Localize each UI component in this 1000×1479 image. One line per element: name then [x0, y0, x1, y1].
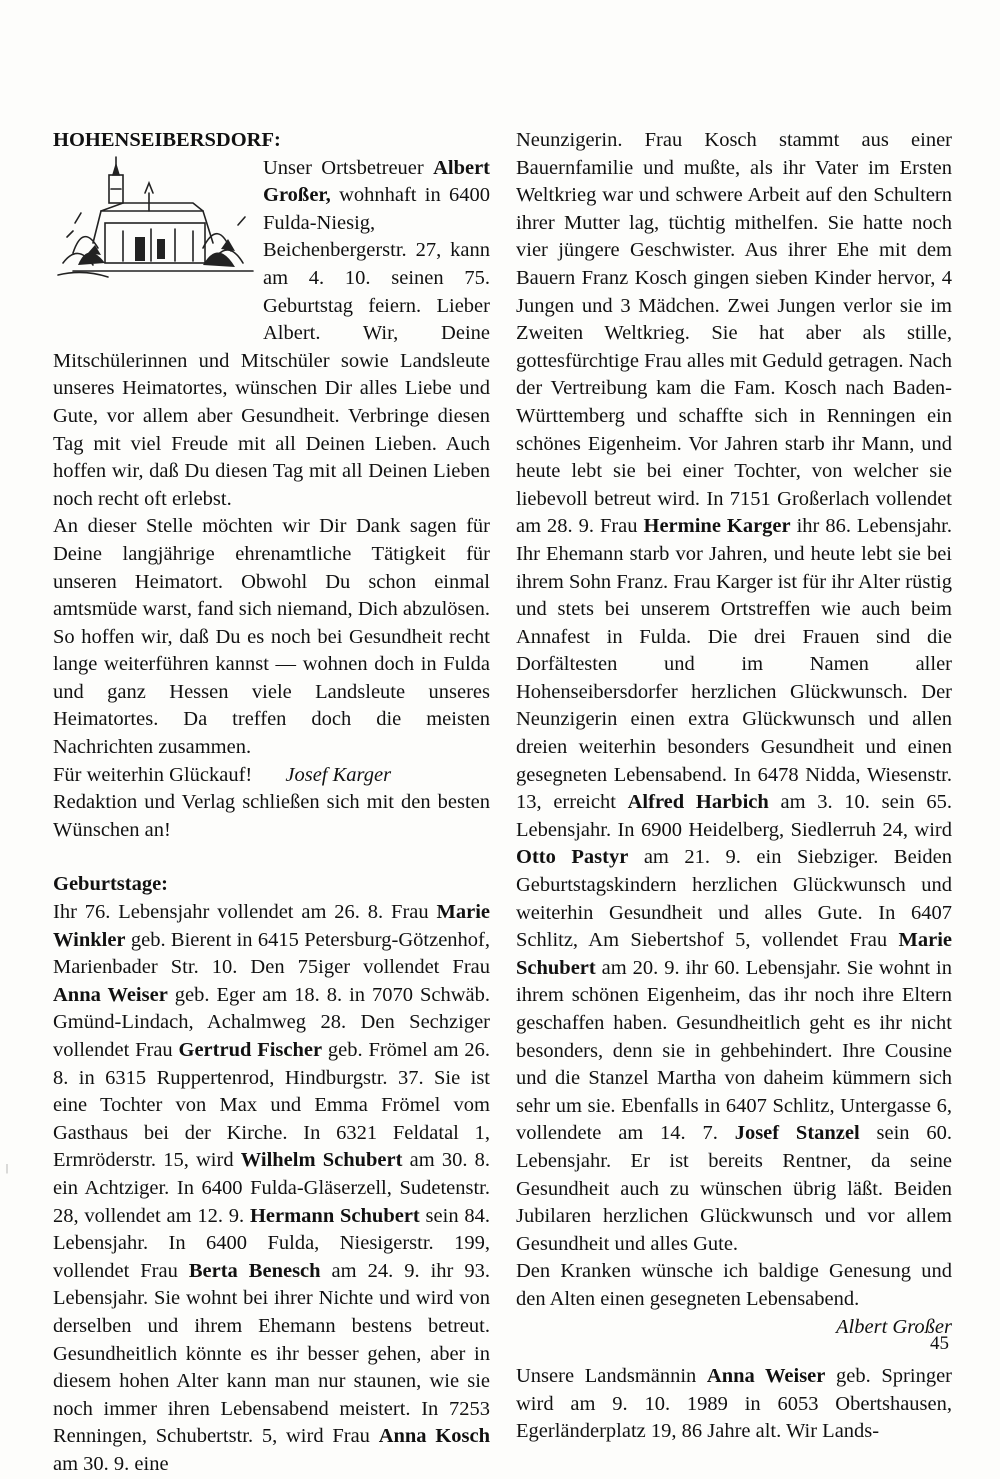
- text-run: am 30. 9. eine: [53, 1452, 169, 1475]
- text-run: wohnhaft in 6400 Fulda-Niesig, Beichenbergerstr. 27, kann am 4. 10. seinen 75. Geburtstag feiern. Lieber Albert. Wir, Deine Mitschülerinnen und Mitschüler sowie Landsleute unseres Heimatortes, wünschen Dir alles Liebe und Gute, vor allem aber Gesundheit. Verbringe diesen Tag mit viel Freude mit all Deinen Lieben. Auch hoffen wir, daß Du diesen Tag mit all Deinen Lieben noch recht oft erlebst.: [53, 184, 490, 510]
- person-name: Hermine Karger: [643, 515, 791, 538]
- gluckauf-line: [53, 762, 490, 790]
- person-name: Gertrud Fischer: [178, 1039, 323, 1061]
- text-run: sein 60. Lebensjahr. Er ist bereits Rentner, da seine Gesundheit auch zu wünschen übrig läßt. Beiden Jubilaren herzlichen Glückwunsch und vor allem Gesundheit und alles Gute.: [516, 1122, 952, 1255]
- page-number: 45: [930, 1333, 949, 1354]
- person-name: Hermann Schubert: [249, 1204, 420, 1227]
- text-run: geb. Eger am 18. 8. in 7070 Schwäb. Gmünd-Lindach, Achalmweg 28. Den Sechziger vollendet Frau: [53, 983, 490, 1061]
- village-church-illustration: [53, 153, 263, 343]
- section-heading: HOHENSEIBERSDORF:: [53, 129, 281, 151]
- text-run: am 24. 9. ihr 93. Lebensjahr. Sie wohnt bei ihrer Nichte und wird von derselben und ihrem Ehemann bestens betreut. Gesundheitlich könnte es ihr besser gehen, aber in diesem hohen Alter kann man nur staunen, wie sie noch immer ihren Lebensabend meistert. In 7253 Renningen, Schubertstr. 5, wird Frau: [53, 1259, 490, 1448]
- text-run: sein 84. Lebensjahr. In 6400 Fulda, Niesigerstr. 199, vollendet Frau: [53, 1204, 490, 1282]
- person-name: Otto Pastyr: [516, 846, 629, 869]
- person-name: Albert Großer,: [263, 156, 490, 207]
- text-run: geb. Frömel am 26. 8. in 6315 Ruppertenrod, Hindburgstr. 37. Sie ist eine Tochter von Max und Emma Frömel vom Gasthaus bei der Kirche. In 6321 Feldatal 1, Ermröderstr. 15, wird: [53, 1039, 490, 1172]
- left-column: [53, 127, 490, 1479]
- weiser-paragraph: [516, 1363, 952, 1446]
- text-run: Unser Ortsbetreuer: [263, 156, 434, 179]
- signature-josef-karger: Josef Karger: [285, 763, 392, 786]
- right-column: [516, 127, 952, 1446]
- text-run: geb. Springer wird am 9. 10. 1989 in 6053 Obertshausen, Egerländerplatz 19, 86 Jahre alt. Wir Lands-: [516, 1365, 952, 1443]
- person-name: Anna Weiser: [706, 1365, 826, 1388]
- text-run: am 20. 9. ihr 60. Lebensjahr. Sie wohnt in ihrem schönen Eigenheim, das ihr noch ihre Eltern geschaffen haben. Gesundheitlich geht es ihr nicht besonders, denn sie in gehbehindert. Ihre Cousine und die Stanzel Martha von daheim kümmern sich sehr um sie. Ebenfalls in 6407 Schlitz, Untergasse 6, vollendete am 14. 7.: [516, 956, 952, 1145]
- person-name: Wilhelm Schubert: [240, 1149, 403, 1172]
- kosch-paragraph: [516, 127, 952, 1258]
- person-name: Marie Schubert: [516, 929, 952, 979]
- person-name: Berta Benesch: [188, 1259, 321, 1282]
- gluckauf-text: Für weiterhin Glückauf!: [53, 763, 253, 786]
- text-run: ihr 86. Lebensjahr. Ihr Ehemann starb vor Jahren, und heute lebt sie bei ihrem Sohn Franz. Frau Karger ist für ihr Alter rüstig und stets bei unserem Ortstreffen wie auch beim Annafest in Fulda. Die drei Frauen sind die Dorfältesten und im Namen aller Hohenseibersdorfer herzlichen Glückwunsch. Der Neunzigerin einen extra Glückwunsch und allen dreien weiterhin besonders Gesundheit und einen gesegneten Lebensabend. In 6478 Nidda, Wiesenstr. 13, erreicht: [516, 515, 952, 814]
- editorial-wishes: Redaktion und Verlag schließen sich mit den besten Wünschen an!: [53, 791, 490, 841]
- signature-albert-grosser: Albert Großer: [836, 1315, 952, 1338]
- birthdays-paragraph: [53, 899, 490, 1478]
- person-name: Marie Winkler: [53, 901, 490, 951]
- person-name: Anna Weiser: [53, 983, 168, 1006]
- margin-mark: |: [6, 1163, 9, 1174]
- text-run: geb. Bierent in 6415 Petersburg-Götzenhof, Marienbader Str. 10. Den 75iger vollendet Frau: [53, 928, 490, 979]
- text-run: Ihr 76. Lebensjahr vollendet am 26. 8. Frau: [53, 901, 437, 924]
- text-run: am 30. 8. ein Achtziger. In 6400 Fulda-Gläserzell, Sudetenstr. 28, vollendet am 12. 9.: [53, 1149, 490, 1227]
- village-church-drawing: [53, 153, 263, 323]
- text-run: Neunzigerin. Frau Kosch stammt aus einer Bauernfamilie und mußte, als ihr Vater im Ersten Weltkrieg war und schwere Arbeit auf den Schultern ihrer Mutter lag, tüchtig mithelfen. Sie hatte noch vier jüngere Geschwister. Aus ihrer Ehe mit dem Bauern Franz Kosch gingen sieben Kinder hervor, 4 Jungen und 3 Mädchen. Zwei Jungen verlor sie im Zweiten Weltkrieg. Sie hat aber als stille, gottesfürchtige Frau alles mit Geduld getragen. Nach der Vertreibung kam die Fam. Kosch nach Baden-Württemberg und schaffte sich in Renningen ein schönes Eigenheim. Vor Jahren starb ihr Mann, und heute lebt sie bei einer Tochter, von welcher sie liebevoll betreut wird. In 7151 Großerlach vollendet am 28. 9. Frau: [516, 129, 952, 538]
- person-name: Anna Kosch: [378, 1425, 491, 1448]
- birthdays-heading: Geburtstage:: [53, 873, 169, 896]
- closing-wishes: Den Kranken wünsche ich baldige Genesung und den Alten einen gesegneten Lebensabend.: [516, 1260, 952, 1310]
- thanks-paragraph: An dieser Stelle möchten wir Dir Dank sagen für Deine langjährige ehrenamtliche Tätigkeit für unseren Heimatort. Obwohl Du schon einmal amtsmüde warst, fand sich niemand, Dich abzulösen. So hoffen wir, daß Du es noch bei Gesundheit recht lange weiterführen kannst — wohnen doch in Fulda und ganz Hessen viele Landsleute unseres Heimatortes. Da treffen doch die meisten Nachrichten zusammen.: [53, 515, 490, 759]
- text-run: am 3. 10. sein 65. Lebensjahr. In 6900 Heidelberg, Siedlerruh 24, wird: [516, 791, 952, 841]
- text-run: Unsere Landsmännin: [516, 1365, 707, 1388]
- person-name: Alfred Harbich: [627, 791, 769, 814]
- text-run: am 21. 9. ein Siebziger. Beiden Geburtstagskindern herzlichen Glückwunsch und weiterhin Gesundheit und alles Gute. In 6407 Schlitz, Am Siebertshof 5, vollendet Frau: [516, 846, 952, 952]
- person-name: Josef Stanzel: [734, 1122, 860, 1145]
